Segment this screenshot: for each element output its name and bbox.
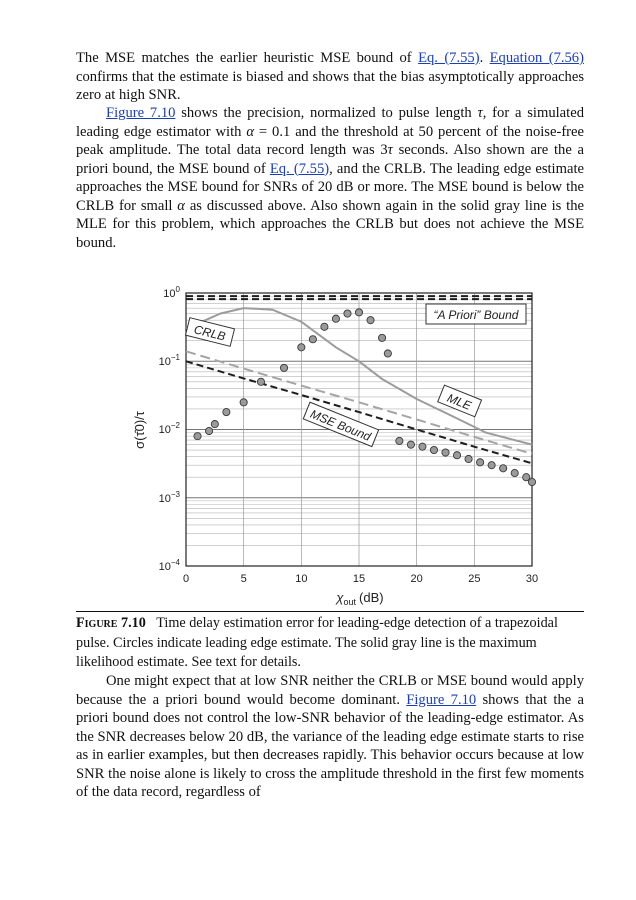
xtick-label: 10 xyxy=(295,573,308,585)
data-point-circle xyxy=(257,378,264,385)
tau-symbol: τ xyxy=(387,142,393,158)
p2-text-5: , and the CRLB. The leading edge estimate approaches the MSE bound for SNRs of 20 dB or more. The MSE bound is below the CRLB for small xyxy=(76,160,584,214)
p1-text-1: The MSE matches the earlier heuristic MSE bound of xyxy=(76,50,419,66)
caption-number: 7.10 xyxy=(121,615,146,631)
crlb-label: CRLB xyxy=(192,322,227,344)
paragraph-2 xyxy=(76,104,584,252)
apriori-label: “A Priori” Bound xyxy=(433,308,519,322)
ytick-label: $10^{-4}$ xyxy=(158,558,180,573)
p2-text-4: seconds. Also shown are the a priori bound, the MSE bound of xyxy=(76,142,584,177)
data-point-circle xyxy=(488,462,495,469)
data-point-circle xyxy=(309,336,316,343)
p2-text-1: shows the precision, normalized to pulse length xyxy=(175,105,478,121)
data-point-circle xyxy=(419,443,426,450)
p1-text-3: confirms that the estimate is biased and shows that the bias asymptotically approaches zero at high SNR. xyxy=(76,68,584,103)
data-point-circle xyxy=(367,317,374,324)
data-point-circle xyxy=(378,334,385,341)
caption-figure-label: Figure xyxy=(76,615,118,631)
data-point-circle xyxy=(280,364,287,371)
mle-label: MLE xyxy=(445,390,474,413)
xtick-label: 15 xyxy=(352,573,366,585)
x-axis-label: $\chi_{out}$ (dB) xyxy=(336,590,384,607)
y-axis-label: σ(τ̂0)/τ xyxy=(132,411,147,449)
data-point-circle xyxy=(211,420,218,427)
data-point-circle xyxy=(240,399,247,406)
data-point-circle xyxy=(465,455,472,462)
figure-7-10-link[interactable]: Figure 7.10 xyxy=(406,691,477,708)
figure-7-10-chart xyxy=(130,284,550,614)
data-point-circle xyxy=(442,449,449,456)
p2-text-2: , for a simulated leading edge estimator with xyxy=(76,105,584,140)
p3-text-1: One might expect that at low SNR neither the CRLB or MSE bound would apply because the a priori bound would become dominant. xyxy=(76,673,584,708)
data-point-circle xyxy=(298,344,305,351)
data-point-circle xyxy=(355,309,362,316)
crlb-annotation xyxy=(186,318,235,347)
data-point-circle xyxy=(321,323,328,330)
xtick-label: 20 xyxy=(410,573,423,585)
data-point-circle xyxy=(205,427,212,434)
data-point-circle xyxy=(344,310,351,317)
ytick-label: $10^{-1}$ xyxy=(158,353,180,368)
xtick-label: 25 xyxy=(468,573,481,585)
xtick-label: 30 xyxy=(525,573,539,585)
eq-7-55-link[interactable]: Eq. (7.55) xyxy=(269,160,330,177)
data-point-circle xyxy=(511,469,518,476)
data-point-circle xyxy=(194,433,201,440)
xtick-label: 0 xyxy=(182,573,190,585)
data-point-circle xyxy=(384,350,391,357)
p2-text-3: = 0.1 and the threshold at 50 percent of the noise-free peak amplitude. The total data record length was 3 xyxy=(76,123,584,158)
figure-7-10-link[interactable]: Figure 7.10 xyxy=(106,105,176,121)
alpha-symbol: α xyxy=(177,197,185,214)
p3-text-2: shows that the a priori bound does not control the low-SNR behavior of the leading-edge estimator. As the SNR decreases below 20 dB, the variance of the leading edge estimate starts to rise as in earlier examples, but then decreases rapidly. This behavior occurs because at low SNR the noise alone is likely to cross the amplitude threshold in the first few moments of the data record, regardless of xyxy=(76,691,584,800)
equation-7-56-link[interactable]: Equation (7.56) xyxy=(489,50,584,66)
ytick-label: $10^0$ xyxy=(163,285,180,300)
data-point-circle xyxy=(396,437,403,444)
data-point-circle xyxy=(407,441,414,448)
p1-text-2: . xyxy=(479,50,490,66)
figure-caption xyxy=(76,614,586,673)
eq-7-55-link[interactable]: Eq. (7.55) xyxy=(418,50,480,66)
alpha-symbol: α xyxy=(246,123,255,140)
caption-text: Time delay estimation error for leading-edge detection of a trapezoidal pulse. Circles indicate leading edge estimate. The solid gray line is the maximum likelihood estimate. See text for details. xyxy=(76,615,558,670)
mse-label: MSE Bound xyxy=(308,406,373,444)
p2-text-6: as discussed above. Also shown again in the solid gray line is the MLE for this problem, which approaches the CRLB but does not achieve the MSE bound. xyxy=(76,197,584,251)
caption-rule xyxy=(76,611,584,612)
data-point-circle xyxy=(223,408,230,415)
data-point-circle xyxy=(500,465,507,472)
data-point-circle xyxy=(477,459,484,466)
x-tick-labels xyxy=(183,573,538,585)
data-point-circle xyxy=(453,452,460,459)
apriori-annotation xyxy=(426,304,526,324)
tau-symbol: τ xyxy=(477,105,483,121)
data-point-circle xyxy=(430,446,437,453)
ytick-label: $10^{-3}$ xyxy=(158,490,180,505)
data-point-circle xyxy=(528,478,535,485)
ytick-label: $10^{-2}$ xyxy=(158,421,180,436)
paragraph-1 xyxy=(76,49,584,105)
xtick-label: 5 xyxy=(240,573,247,585)
data-point-circle xyxy=(332,315,339,322)
paragraph-3 xyxy=(76,672,584,802)
